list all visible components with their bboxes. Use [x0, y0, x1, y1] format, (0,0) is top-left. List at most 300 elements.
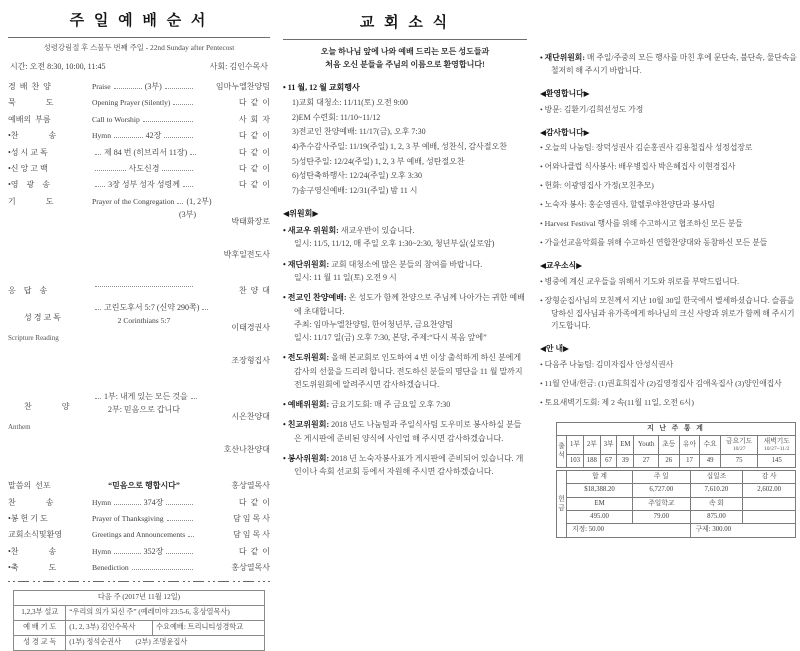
stats-title: 지 난 주 통 계	[557, 422, 796, 435]
announcement-item	[283, 224, 527, 251]
announcement-body: • 오늘의 나눔팀: 장덕성권사 김순홍권사 김용철집사 성정섭장로	[540, 143, 753, 153]
worship-item-mid	[92, 563, 196, 572]
announcement-body: 매 주일/주중의 모든 행사를 마친 후에 문단속, 불단속, 물단속을 철저히 해 주시기 바랍니다.	[551, 53, 797, 75]
title-rule	[8, 37, 270, 38]
announcement-lead: • 재단위원회:	[283, 259, 330, 269]
announcement-text	[540, 218, 797, 231]
attendance-header-main: 금요기도	[726, 437, 753, 445]
attendance-value: 49	[700, 455, 721, 467]
worship-item-mid	[92, 164, 196, 174]
offering-relief: 구제: 300.00	[690, 524, 795, 537]
attendance-label: 출석	[557, 436, 567, 467]
news-section	[540, 89, 797, 117]
worship-item-label: 교회소식및환영	[8, 530, 63, 540]
worship-item-by	[196, 392, 270, 475]
attendance-value: 75	[720, 455, 757, 467]
announcement-body: 교회 대청소에 많은 분들의 참여를 바랍니다.	[329, 259, 483, 269]
worship-item-label: •찬 송	[8, 546, 57, 556]
worship-item-by: 다 같 이	[238, 497, 270, 507]
announcement-text	[540, 397, 797, 410]
attendance-header: 1부	[567, 436, 584, 455]
announcement-body: • 토요새벽기도회: 제 2 속(11월 11일, 오전 6시)	[540, 398, 694, 407]
attendance-header: 초등	[658, 436, 679, 455]
worship-item-by: 다 같 이	[238, 163, 270, 173]
worship-item-by: 홍상열목사	[231, 481, 270, 491]
worship-item-by: 다 같 이	[238, 546, 270, 556]
worship-row	[8, 563, 270, 573]
events-section	[283, 83, 527, 198]
worship-item-label	[8, 303, 92, 363]
next-week-reading: (1부) 정석순권사 (2부) 조명윤집사	[66, 635, 265, 650]
worship-item-detail: 3장 성부 성자 성령께	[108, 180, 180, 190]
committees-list	[283, 224, 527, 478]
announcement-body: • 병중에 계신 교우들을 위해서 기도와 위로를 부탁드립니다.	[540, 276, 740, 286]
weekly-stats	[556, 422, 796, 538]
announcement-subline: 주최: 임마누엘찬양팀, 한어청년부, 금요찬양팀	[294, 319, 454, 329]
worship-item-mid	[92, 196, 212, 220]
announcement-lead: • 재단위원회:	[540, 53, 585, 62]
announcement-text	[540, 276, 797, 289]
worship-order-title: 주 일 예 배 순 서	[69, 13, 209, 29]
next-week-row-header: 성 경 교 독	[14, 635, 66, 650]
announcement-subline: 일시: 11 월 11 일(토) 오전 9 시	[294, 272, 397, 282]
attendance-value: 67	[600, 455, 617, 467]
worship-item-detail: (3부)	[144, 82, 162, 91]
announcement-lead: • 봉사위원회:	[283, 453, 330, 463]
worship-item-label: •찬 송	[8, 131, 57, 141]
worship-item-by-line: 시온찬양대	[231, 411, 270, 421]
announcement-text	[540, 199, 797, 212]
event-item: 7)송구영신예배: 12/31(주일) 밤 11 시	[292, 185, 418, 195]
dotted-leader	[114, 88, 142, 89]
event-item: 3)전교인 찬양예배: 11/17(금), 오후 7:30	[292, 127, 426, 137]
announcement-item	[540, 142, 797, 155]
worship-item-by: 임마누엘찬양팀	[215, 82, 270, 91]
worship-item-detail: (3부)	[178, 209, 196, 219]
announcement-body: • 노숙자 봉사: 홍순영권사, 할렐루야찬양단과 봉사팀	[540, 200, 715, 210]
worship-item-detail: 고린도후서 5:7 (신약 290쪽)	[104, 302, 200, 312]
worship-item-mid	[92, 498, 196, 508]
announcement-text	[283, 452, 527, 479]
events-list	[283, 96, 527, 198]
worship-item-by: 사 회 자	[238, 114, 270, 124]
worship-item-by-line: 이태경권사	[231, 322, 270, 332]
worship-line	[92, 405, 196, 415]
sermon-title-text: “믿음으로 행합시다”	[108, 481, 180, 491]
dotted-leader	[165, 88, 193, 89]
worship-item-label: 말씀의 선포	[8, 481, 51, 491]
worship-row	[8, 392, 270, 475]
worship-item-label-ko: 찬 양	[24, 401, 70, 411]
event-item: 1)교회 대청소: 11/11(토) 오전 9:00	[292, 98, 408, 108]
announcement-item	[540, 397, 797, 410]
worship-item-detail: 2 Corinthians 5:7	[117, 315, 171, 325]
event-item: 5)성탄주일: 12/24(주일) 1, 2, 3 부 예배, 성탄절오찬	[292, 156, 465, 166]
dotted-leader	[166, 553, 193, 554]
worship-item-mid	[92, 115, 196, 124]
offering-value: 7,610.20	[690, 484, 743, 497]
attendance-header-date: 10/27	[732, 446, 746, 453]
service-presider: 사회: 김인수목사	[209, 62, 268, 71]
worship-item-detail: 42장	[145, 131, 162, 141]
attendance-header	[720, 436, 757, 455]
church-news-title: 교 회 소 식	[359, 15, 451, 31]
announcement-item	[540, 104, 797, 117]
service-times: 시간: 오전 8:30, 10:00, 11:45	[10, 62, 106, 71]
worship-row	[8, 82, 270, 92]
worship-item-by: 담 임 목 사	[233, 530, 270, 540]
announcement-text	[540, 142, 797, 155]
announcement-sublines	[283, 318, 527, 345]
attendance-header: Youth	[634, 436, 659, 455]
announcement-item	[283, 351, 527, 391]
worship-item-detail: 2부: 믿음으로 갑니다	[107, 404, 181, 414]
worship-item-mid	[92, 547, 196, 557]
worship-item-mid	[92, 514, 196, 523]
announcement-lead: • 새교우 위원회:	[283, 226, 339, 236]
worship-item-by-line: 박태화장로	[231, 216, 270, 226]
offering-table	[556, 470, 796, 538]
news-section	[540, 344, 797, 410]
section-header: ◀환영합니다▶	[540, 88, 590, 98]
announcement-lead: • 전교인 찬양예배:	[283, 293, 347, 303]
attendance-value: 145	[758, 455, 796, 467]
offering-header: 십일조	[690, 470, 743, 483]
announcement-body: 새교우반이 있습니다.	[338, 226, 415, 236]
worship-item-en: Prayer of the Congregation	[92, 196, 175, 206]
announcement-body: 2018 년 노숙자봉사표가 게시판에 준비되어 있습니다. 개인이나 속회 선교회 등에서 자원해 주시면 감사하겠습니다.	[294, 453, 524, 477]
announcement-subline: 일시: 11/5, 11/12, 매 주일 오후 1:30~2:30, 청년부실(실로암)	[294, 239, 495, 249]
news-continued-column	[540, 12, 797, 534]
events-title: • 11 월, 12 월 교회행사	[283, 83, 360, 93]
offering-header	[743, 497, 796, 510]
worship-line	[92, 392, 196, 402]
worship-item-label: •영 광 송	[8, 180, 50, 190]
announcement-text	[283, 398, 527, 411]
worship-row	[8, 131, 270, 141]
dotted-leader	[164, 137, 193, 138]
worship-item-mid	[92, 286, 196, 288]
worship-item-en: Hymn	[92, 546, 111, 556]
worship-item-detail: 1부: 내게 있는 모든 것을	[104, 391, 188, 401]
worship-row	[8, 197, 270, 280]
worship-row	[8, 180, 270, 190]
announcement-body: • Harvest Festival 행사를 위해 수고하시고 협조하신 모든 분들	[540, 219, 743, 229]
section-items	[540, 142, 797, 250]
worship-item-mid	[92, 530, 196, 539]
worship-line	[92, 316, 196, 325]
next-week-sermon: “우리의 의가 되신 주” (예레미야 23:5-6, 홍상열목사)	[66, 605, 265, 620]
announcement-item	[283, 291, 527, 344]
attendance-header-date: 10/27~11/2	[763, 446, 790, 453]
worship-item-label: 묵 도	[8, 98, 54, 108]
section-items	[540, 359, 797, 410]
church-news-column	[283, 12, 527, 486]
welcome-line: 처음 오신 분들을 주님의 이름으로 환영합니다!	[325, 59, 485, 69]
dotted-leader	[132, 569, 193, 570]
next-week-row-header: 예 배 기 도	[14, 620, 66, 635]
dotted-leader	[95, 170, 126, 171]
dash-dot-divider	[8, 580, 270, 582]
dotted-leader	[114, 504, 141, 505]
offering-header: 합 계	[567, 470, 633, 483]
announcement-item	[540, 237, 797, 250]
worship-item-detail: (1, 2부)	[186, 196, 212, 206]
worship-item-mid	[92, 148, 196, 158]
offering-value: 495.00	[567, 510, 633, 523]
attendance-value: 188	[583, 455, 600, 467]
announcement-body: • 가을선교음악회를 위해 수고하신 연합찬양대와 동참하신 모든 분들	[540, 237, 768, 247]
worship-item-en: Opening Prayer (Silently)	[92, 98, 171, 108]
offering-header: 속 회	[690, 497, 743, 510]
offering-value: 79.00	[633, 510, 691, 523]
worship-item-mid	[92, 131, 196, 141]
worship-item-by-line: 조장형집사	[231, 355, 270, 365]
worship-item-en: Call to Worship	[92, 114, 140, 124]
next-week-wed-service: 수요예배: 트리니티성경학교	[153, 620, 265, 635]
worship-row	[8, 547, 270, 557]
next-week-row-header: 1,2,3부 설교	[14, 605, 66, 620]
announcement-text	[540, 359, 797, 372]
event-item: 4)추수감사주일: 11/19(주일) 1, 2, 3 부 예배, 성찬식, 감사절오찬	[292, 141, 507, 151]
attendance-header: 수요	[700, 436, 721, 455]
worship-item-by: 찬 양 대	[238, 286, 270, 296]
dotted-leader	[162, 170, 193, 171]
announcement-text	[283, 224, 527, 237]
worship-item-by: 다 같 이	[238, 98, 270, 108]
worship-item-label-ko: 성 경 교 독	[24, 312, 61, 322]
worship-line	[92, 210, 196, 220]
worship-item-label: •성 시 교 독	[8, 147, 48, 157]
attendance-header: 3부	[600, 436, 617, 455]
worship-row	[8, 115, 270, 125]
event-item: 6)성탄축하행사: 12/24(주일) 오후 3:30	[292, 171, 422, 181]
worship-item-mid	[92, 82, 196, 92]
worship-item-by-line: 박후일전도사	[223, 249, 270, 259]
worship-item-detail: 374장	[143, 497, 164, 507]
dotted-leader	[167, 520, 193, 521]
announcement-body: • 다음주 나눔팀: 김미자집사 안성식권사	[540, 360, 674, 370]
dotted-leader	[143, 121, 193, 122]
announcement-item	[283, 418, 527, 445]
attendance-value: 26	[658, 455, 679, 467]
worship-item-label: 경 배 찬 양	[8, 82, 51, 91]
offering-designated: 지정: 50.00	[567, 524, 691, 537]
next-week-prayer: (1, 2, 3부) 김인수목사	[66, 620, 153, 635]
worship-row	[8, 530, 270, 540]
worship-item-label	[8, 392, 92, 452]
announcement-body: 온 성도가 함께 찬양으로 주님께 나아가는 귀한 예배에 초대합니다.	[294, 293, 525, 316]
offering-value: 6,727.00	[633, 484, 691, 497]
title-rule	[283, 39, 527, 40]
worship-item-label: 찬 송	[8, 497, 54, 507]
welcome-line: 오늘 하나님 앞에 나와 예배 드리는 모든 성도들과	[320, 46, 490, 56]
dotted-leader	[177, 203, 183, 204]
worship-item-by: 다 같 이	[238, 131, 270, 141]
worship-item-by-line: 호산나찬양대	[223, 444, 270, 454]
worship-item-en: Greetings and Announcements	[92, 530, 186, 540]
worship-row	[8, 98, 270, 108]
announcement-item	[540, 180, 797, 193]
service-info-row	[10, 62, 268, 72]
announcement-lead: • 예배위원회:	[283, 400, 330, 410]
dotted-leader	[173, 104, 193, 105]
news-section	[540, 128, 797, 250]
announcement-body: • 장형순집사님의 모친께서 지난 10월 30일 한국에서 별세하셨습니다. 슬픔을 당하신 집사님과 유가족에게 하나님의 크신 사랑과 위로가 함께 해 주시기 기도합니다.	[540, 295, 795, 331]
worship-item-en: Benediction	[92, 563, 129, 573]
worship-row	[8, 148, 270, 158]
committees-section	[283, 209, 527, 478]
announcement-item	[540, 199, 797, 212]
announcement-text	[540, 378, 797, 391]
announcement-lead: • 전도위원회:	[283, 353, 330, 363]
worship-item-label: •봉 헌 기 도	[8, 514, 48, 524]
announcement-body: 2018 년도 나눔팀과 주일식사팀 도우미로 봉사하실 분들은 게시판에 준비된 양식에 사인업 해 주시면 감사하겠습니다.	[294, 420, 522, 443]
announcement-item	[540, 378, 797, 391]
announcement-body: • 11월 안내/헌금: (1)권효희집사 (2)김영정집사 김애옥집사 (3)양인애집사	[540, 379, 782, 389]
dotted-leader	[114, 137, 143, 138]
announcement-item	[540, 52, 797, 78]
worship-item-by: 다 같 이	[238, 147, 270, 157]
worship-row-sermon	[8, 481, 270, 491]
attendance-header: EM	[617, 436, 634, 455]
attendance-table	[556, 422, 796, 468]
announcement-body: 올해 본교회로 인도하여 4 번 이상 출석하게 하신 분에게 감사의 선물을 드리려 합니다. 전도하신 분들의 명단을 11 월 말까지 전도위원회에 알려주시면 감사하겠습니다.	[294, 353, 523, 389]
worship-item-by: 홍상열목사	[231, 563, 270, 573]
welcome-message	[283, 46, 527, 72]
announcement-item	[540, 161, 797, 174]
committees-header: ◀위원회▶	[283, 209, 319, 219]
worship-row	[8, 303, 270, 386]
announcement-item	[283, 258, 527, 285]
worship-item-detail: 사도신경	[128, 163, 160, 173]
section-header: ◀감사합니다▶	[540, 127, 590, 137]
section-header: ◀안 내▶	[540, 344, 570, 354]
dotted-leader	[95, 286, 193, 287]
worship-item-detail: 제 84 번 (히브리서 11장)	[104, 147, 188, 157]
announcement-text	[540, 104, 797, 117]
announcement-lead: • 친교위원회:	[283, 420, 330, 430]
worship-item-label-en: Anthem	[8, 423, 31, 432]
announcement-item	[540, 218, 797, 231]
announcement-text	[283, 291, 527, 318]
attendance-header	[758, 436, 796, 455]
offering-header: EM	[567, 497, 633, 510]
attendance-value: 27	[634, 455, 659, 467]
worship-item-label: •축 도	[8, 563, 57, 573]
announcement-item	[283, 452, 527, 479]
worship-line	[92, 302, 200, 313]
announcement-body: • 어와나클럽 식사봉사: 배우병집사 박은혜집사 이현경집사	[540, 162, 736, 172]
dotted-leader	[183, 186, 193, 187]
offering-header: 주 일	[633, 470, 691, 483]
offering-value: $18,388.20	[567, 484, 633, 497]
event-item: 2)EM 수련회: 11/10~11/12	[292, 112, 381, 122]
announcement-sublines	[283, 271, 527, 284]
announcement-item	[540, 276, 797, 289]
worship-item-by	[196, 197, 270, 280]
announcement-sublines	[283, 237, 527, 250]
offering-header: 주일학교	[633, 497, 691, 510]
dotted-leader	[95, 309, 101, 310]
dotted-leader	[166, 504, 193, 505]
worship-row	[8, 514, 270, 524]
worship-item-en: Hymn	[92, 131, 111, 141]
worship-item-by	[196, 303, 270, 386]
announcement-item	[540, 295, 797, 334]
worship-row	[8, 286, 270, 296]
sunday-subtitle: 성령강림절 후 스물두 번째 주일 - 22nd Sunday after Pentecost	[43, 42, 235, 52]
next-week-title: 다음 주 (2017년 11월 12일)	[14, 590, 265, 605]
offering-value	[743, 510, 796, 523]
section-header: ◀교우소식▶	[540, 260, 583, 270]
section-items	[540, 104, 797, 117]
section-items	[540, 276, 797, 334]
announcement-body: • 방문: 김환기/김희선성도 가정	[540, 104, 644, 114]
right-sections	[540, 89, 797, 410]
offering-value: 2,602.00	[743, 484, 796, 497]
worship-item-en: Hymn	[92, 497, 111, 507]
dotted-leader	[95, 398, 101, 399]
worship-order-column	[8, 12, 270, 647]
announcement-body: • 헌화: 이광영집사 가정(모친추모)	[540, 181, 654, 191]
next-week-table	[13, 590, 265, 651]
offering-value: 875.00	[690, 510, 743, 523]
announcement-body: 금요기도회: 매 주 금요일 오후 7:30	[329, 400, 451, 410]
worship-item-by: 다 같 이	[238, 180, 270, 190]
announcement-text	[540, 295, 797, 334]
worship-item-en: Prayer of Thanksgiving	[92, 514, 164, 524]
news-section	[540, 261, 797, 333]
announcement-item	[283, 398, 527, 411]
attendance-value: 103	[567, 455, 584, 467]
worship-item-label-en: Scripture Reading	[8, 334, 59, 343]
attendance-header: 유아	[679, 436, 700, 455]
dotted-leader	[188, 536, 194, 537]
worship-item-en: Praise	[92, 82, 111, 91]
announcement-subline: 일시: 11/17 일(금) 오후 7:30, 본당, 주제:“다시 복음 앞에”	[294, 333, 487, 343]
worship-item-mid	[92, 302, 200, 325]
worship-item-detail: 352장	[143, 546, 164, 556]
attendance-header: 2부	[583, 436, 600, 455]
announcement-text	[540, 180, 797, 193]
worship-item-mid	[92, 98, 196, 107]
worship-item-mid	[92, 392, 196, 415]
announcement-text	[540, 237, 797, 250]
worship-item-label: 예배의 부름	[8, 114, 51, 124]
worship-item-label: •신 앙 고 백	[8, 163, 48, 173]
announcement-text	[283, 351, 527, 391]
attendance-value: 39	[617, 455, 634, 467]
announcement-item	[540, 359, 797, 372]
dotted-leader	[114, 553, 141, 554]
worship-line	[92, 196, 212, 207]
offering-label: 헌금	[557, 470, 567, 537]
worship-row	[8, 498, 270, 508]
announcement-text	[540, 52, 797, 78]
sermon-title	[92, 481, 196, 491]
offering-header: 감 사	[743, 470, 796, 483]
worship-item-mid	[92, 180, 196, 190]
announcement-text	[540, 161, 797, 174]
worship-item-label: 기 도	[8, 196, 54, 206]
dotted-leader	[95, 154, 101, 155]
announcement-text	[283, 418, 527, 445]
worship-item-label: 응 답 송	[8, 286, 48, 296]
attendance-value: 17	[679, 455, 700, 467]
worship-row	[8, 164, 270, 174]
announcement-text	[283, 258, 527, 271]
